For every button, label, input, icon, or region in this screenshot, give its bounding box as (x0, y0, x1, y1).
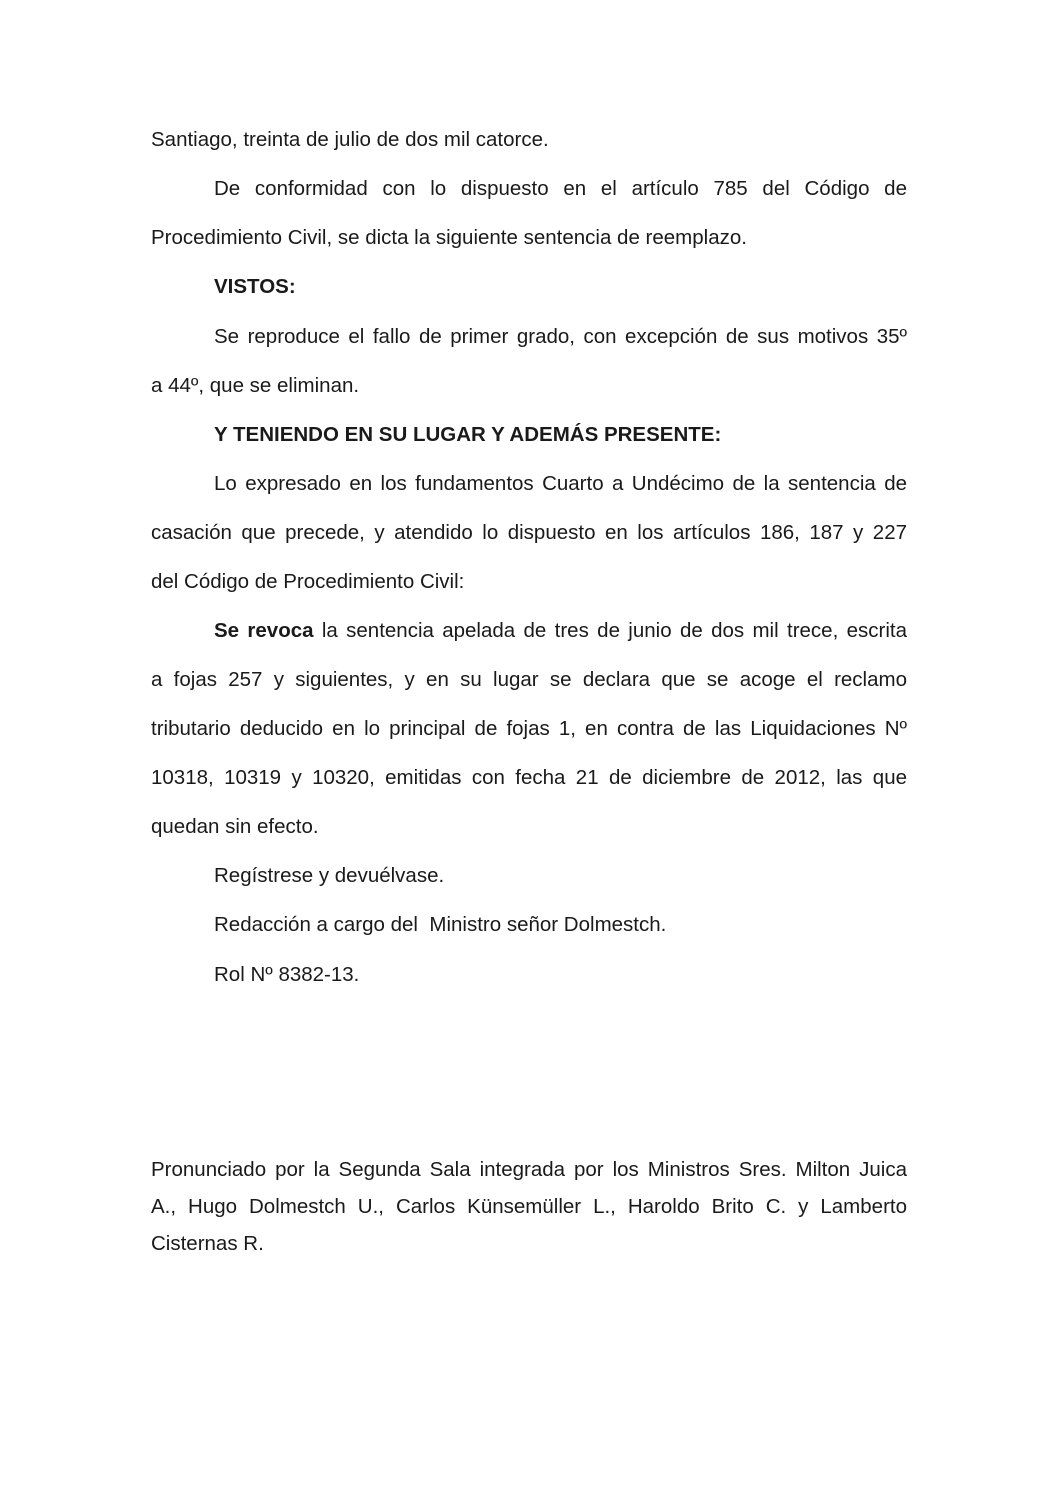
footer-line-2: A., Hugo Dolmestch U., Carlos Künsemüller L., Haroldo Brito C. y Lamberto (151, 1195, 907, 1218)
date-line: Santiago, treinta de julio de dos mil catorce. (151, 128, 549, 151)
ruling-line-4: 10318, 10319 y 10320, emitidas con fecha 21 de diciembre de 2012, las que (151, 766, 907, 789)
register-line: Regístrese y devuélvase. (214, 864, 445, 887)
footer-line-1: Pronunciado por la Segunda Sala integrada por los Ministros Sres. Milton Juica (151, 1158, 907, 1181)
intro-line-2: Procedimiento Civil, se dicta la siguiente sentencia de reemplazo. (151, 226, 747, 249)
vistos-line-1: Se reproduce el fallo de primer grado, con excepción de sus motivos 35º (214, 325, 907, 348)
considering-line-1: Lo expresado en los fundamentos Cuarto a Undécimo de la sentencia de (214, 472, 907, 495)
vistos-heading: VISTOS: (214, 275, 296, 298)
ruling-revoca-label: Se revoca (214, 619, 314, 642)
rol-line: Rol Nº 8382-13. (214, 963, 360, 986)
considering-line-2: casación que precede, y atendido lo dispuesto en los artículos 186, 187 y 227 (151, 521, 907, 544)
ruling-line-1 (151, 618, 907, 644)
ruling-line-1-text: la sentencia apelada de tres de junio de dos mil trece, escrita (313, 619, 907, 642)
considering-heading: Y TENIENDO EN SU LUGAR Y ADEMÁS PRESENTE: (214, 423, 722, 446)
ruling-line-5: quedan sin efecto. (151, 815, 319, 838)
drafting-line: Redacción a cargo del Ministro señor Dolmestch. (214, 913, 667, 936)
considering-line-3: del Código de Procedimiento Civil: (151, 570, 465, 593)
ruling-line-2: a fojas 257 y siguientes, y en su lugar se declara que se acoge el reclamo (151, 668, 907, 691)
intro-line-1: De conformidad con lo dispuesto en el artículo 785 del Código de (214, 177, 907, 200)
footer-line-3: Cisternas R. (151, 1232, 264, 1255)
ruling-line-3: tributario deducido en lo principal de fojas 1, en contra de las Liquidaciones Nº (151, 717, 907, 740)
vistos-line-2: a 44º, que se eliminan. (151, 374, 360, 397)
document-page (151, 0, 907, 1497)
